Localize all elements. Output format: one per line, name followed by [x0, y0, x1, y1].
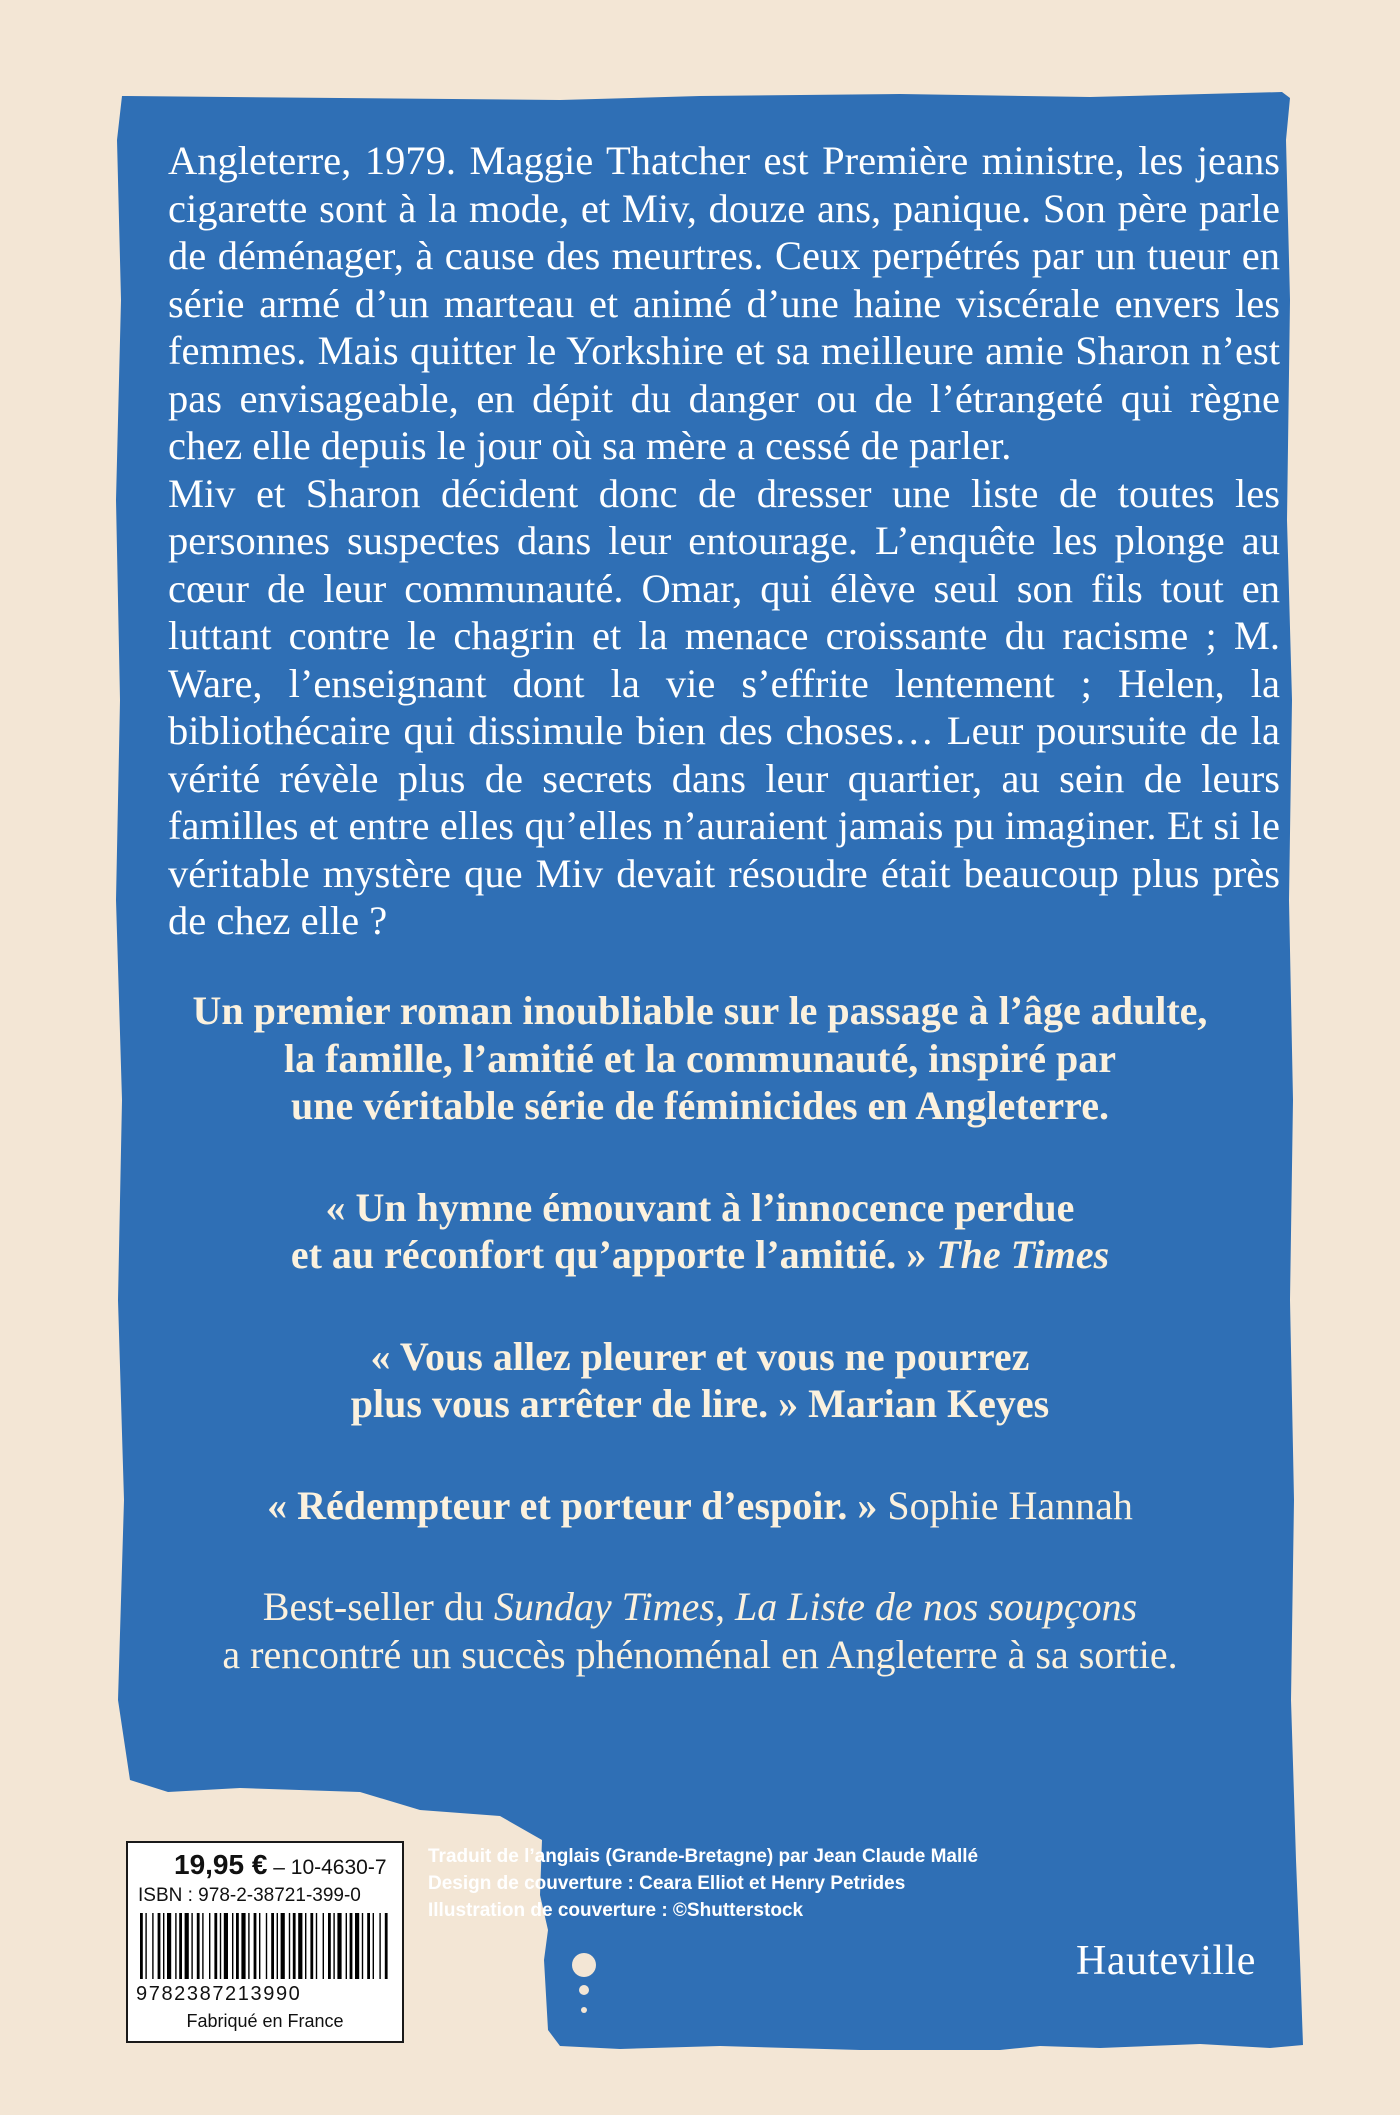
- price-barcode-box: [126, 1841, 404, 2043]
- bestseller-line-2: a rencontré un succès phénoménal en Angleterre à sa sortie.: [222, 1631, 1178, 1677]
- tagline-line-2: la famille, l’amitié et la communauté, inspiré par: [283, 1035, 1117, 1081]
- quote-source: The Times: [936, 1232, 1110, 1277]
- quote-line-1: « Un hymne émouvant à l’innocence perdue: [325, 1184, 1075, 1230]
- synopsis-paragraph-1: Angleterre, 1979. Maggie Thatcher est Première ministre, les jeans cigarette sont à la mode, et Miv, douze ans, panique. Son père parle de déménager, à cause des meurtres. Ceux perpétrés par un tueur en série armé d’un marteau et animé d’une haine viscérale envers les femmes. Mais quitter le Yorkshire et sa meilleure amie Sharon n’est pas envisageable, en dépit du danger ou de l’étrangeté qui règne chez elle depuis le jour où sa mère a cessé de parler.: [168, 138, 1280, 468]
- bestseller-prefix: Best-seller du: [262, 1584, 494, 1629]
- synopsis-paragraph-2: Miv et Sharon décident donc de dresser une liste de toutes les personnes suspectes dans leur entourage. L’enquête les plonge au cœur de leur communauté. Omar, qui élève seul son fils tout en luttant contre le chagrin et la menace croissante du racisme ; M. Ware, l’enseignant dont la vie s’effrite lentement ; Helen, la bibliothécaire qui dissimule bien des choses… Leur poursuite de la vérité révèle plus de secrets dans leur quartier, au sein de leurs familles et entre elles qu’elles n’auraient jamais pu imaginer. Et si le véritable mystère que Miv devait résoudre était beaucoup plus près de chez elle ?: [168, 470, 1280, 943]
- cover-illustration-credit: Illustration de couverture : ©Shutterstock: [428, 1900, 804, 1921]
- cover-design-credit: Design de couverture : Ceara Elliot et Henry Petrides: [428, 1873, 906, 1894]
- quote-line-2: plus vous arrêter de lire. »: [350, 1381, 799, 1426]
- tagline-line-3: une véritable série de féminicides en Angleterre.: [291, 1083, 1109, 1128]
- publisher-logo: Hauteville: [1076, 1938, 1256, 1984]
- quote-sophie-hannah: [140, 1482, 1260, 1530]
- quote-source: Sophie Hannah: [887, 1482, 1133, 1528]
- praise-block: [140, 987, 1260, 1678]
- bestseller-separator: ,: [714, 1584, 735, 1629]
- isbn: ISBN : 978-2-38721-399-0: [138, 1885, 361, 1906]
- barcode: [140, 1913, 390, 1983]
- translation-credit: Traduit de l’anglais (Grande-Bretagne) par Jean Claude Mallé: [428, 1846, 979, 1867]
- book-title: La Liste de nos soupçons: [734, 1584, 1138, 1629]
- quote-line-1: « Rédempteur et porteur d’espoir. »: [267, 1482, 878, 1528]
- credits: [428, 1843, 978, 1924]
- price-line: [174, 1849, 387, 1881]
- bestseller-newspaper: Sunday Times: [493, 1584, 715, 1629]
- quote-line-1: « Vous allez pleurer et vous ne pourrez: [370, 1333, 1030, 1379]
- made-in-label: Fabriqué en France: [186, 2011, 344, 2031]
- bestseller-note: [140, 1583, 1260, 1678]
- price: 19,95 €: [174, 1849, 268, 1880]
- quote-line-2: et au réconfort qu’apporte l’amitié. »: [290, 1232, 927, 1277]
- quote-the-times: [140, 1184, 1260, 1279]
- quote-source: Marian Keyes: [808, 1381, 1050, 1426]
- product-code: – 10-4630-7: [267, 1856, 387, 1879]
- tagline: [140, 987, 1260, 1130]
- tagline-line-1: Un premier roman inoubliable sur le passage à l’âge adulte,: [192, 988, 1208, 1033]
- barcode-digits: 9782387213990: [136, 1983, 302, 2005]
- quote-marian-keyes: [140, 1333, 1260, 1428]
- synopsis: [168, 137, 1280, 945]
